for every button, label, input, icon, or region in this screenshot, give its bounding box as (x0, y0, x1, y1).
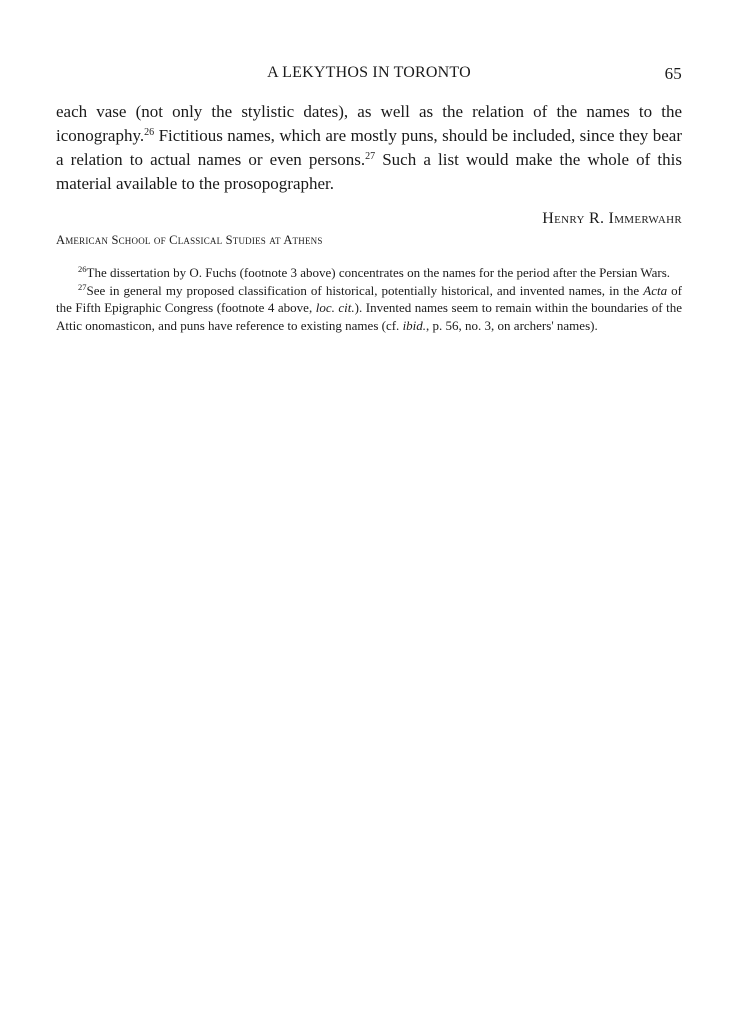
footnote-number-26: 26 (78, 264, 87, 274)
body-text-2: Fictitious names, which are mostly puns, should be included, since they bear a relation to actual names or even persons. (56, 126, 682, 169)
running-head (56, 64, 682, 86)
author-affiliation: American School of Classical Studies at Athens (56, 233, 323, 247)
body-text-1: each vase (not only the stylistic dates), as well as the relation of the names to the iconography. (56, 102, 682, 145)
footnote-ref-26[interactable]: 26 (144, 127, 155, 138)
body-text-3: Such a list would make the whole of this material available to the prosopographer. (56, 150, 682, 193)
footnote-27-acta: Acta (643, 282, 668, 298)
footnote-ref-27[interactable]: 27 (365, 151, 376, 162)
footnote-27 (56, 282, 682, 335)
footnotes (56, 264, 682, 334)
footnote-27-ibid: ibid. (402, 317, 427, 333)
footnote-number-27: 27 (78, 281, 87, 292)
body-paragraph (56, 100, 682, 196)
footnote-27-text-d: , p. 56, no. 3, on archers' names). (426, 317, 598, 333)
author-signature: Henry R. Immerwahr (542, 210, 682, 227)
footnote-27-text-b: of the Fifth Epigraphic Congress (footnote 4 above, (56, 282, 682, 315)
page-number: 65 (664, 64, 682, 83)
footnote-27-text-a: See in general my proposed classification of historical, potentially historical, and invented names, in the (86, 282, 644, 298)
running-title: A LEKYTHOS IN TORONTO (267, 64, 471, 81)
footnote-text-26: The dissertation by O. Fuchs (footnote 3 above) concentrates on the names for the period after the Persian Wars. (86, 265, 671, 280)
footnote-27-text-c: ). Invented names seem to remain within the boundaries of the Attic onomasticon, and puns have reference to existing names (cf. (56, 300, 682, 333)
document-page (56, 0, 682, 1024)
footnote-27-loc-cit: loc. cit. (315, 300, 355, 315)
footnote-26 (56, 264, 682, 282)
